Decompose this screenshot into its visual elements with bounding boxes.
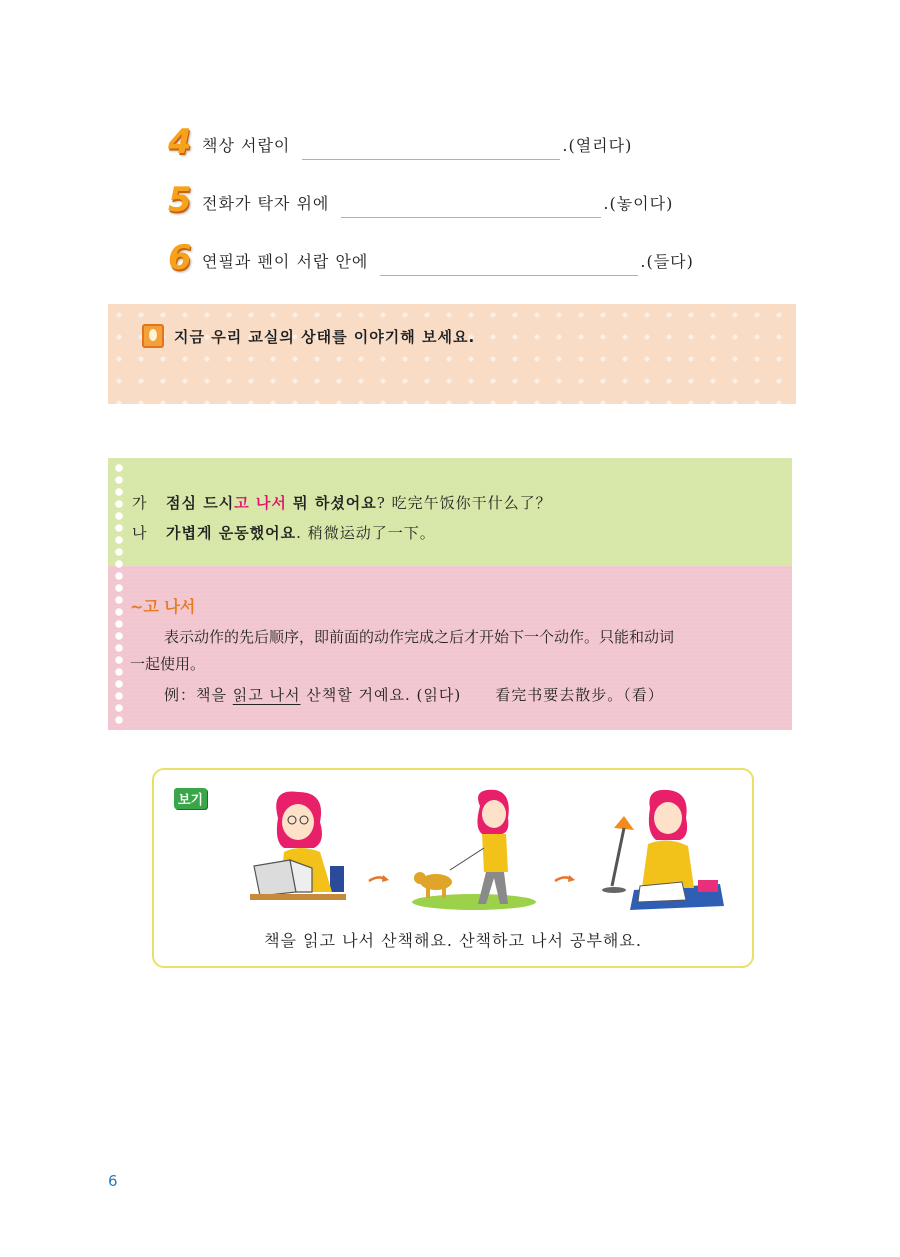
reading-illustration bbox=[250, 788, 350, 913]
dialogue-korean: 점심 드시 bbox=[166, 494, 235, 512]
grammar-example bbox=[164, 684, 664, 705]
example-label: 보기 bbox=[174, 788, 207, 809]
exercise-hint: .(열리다) bbox=[562, 136, 633, 155]
dialogue-line-2 bbox=[132, 522, 436, 543]
exercise-6 bbox=[168, 236, 694, 276]
grammar-note bbox=[108, 458, 792, 730]
exercise-number: 4 bbox=[168, 122, 192, 162]
speaker: 나 bbox=[132, 524, 148, 542]
answer-blank[interactable] bbox=[302, 137, 560, 160]
exercise-question: 연필과 펜이 서랍 안에 bbox=[202, 252, 369, 271]
arrow-icon bbox=[368, 874, 390, 884]
dialogue-line-1 bbox=[132, 492, 552, 513]
dialogue-korean: 가볍게 운동했어요 bbox=[166, 524, 297, 542]
grammar-title: ~고 나서 bbox=[130, 597, 196, 616]
example-rest: 산책할 거예요. (읽다) bbox=[300, 686, 462, 704]
speaking-instruction: 지금 우리 교실의 상태를 이야기해 보세요. bbox=[174, 328, 476, 346]
example-prefix: 例：책을 bbox=[164, 686, 233, 704]
dialogue-section bbox=[108, 458, 792, 566]
example-chinese: 看完书要去散步。（看） bbox=[495, 686, 664, 704]
dialogue-punct: . bbox=[296, 524, 302, 542]
dialogue-chinese: 吃完午饭你干什么了？ bbox=[391, 494, 552, 512]
exercise-number: 6 bbox=[168, 238, 192, 278]
answer-blank[interactable] bbox=[380, 253, 638, 276]
page-number: 6 bbox=[108, 1172, 118, 1190]
grammar-line-1: 表示动作的先后顺序，即前面的动作完成之后才开始下一个动作。只能和动词 bbox=[164, 628, 675, 646]
arrow-icon bbox=[554, 874, 576, 884]
grammar-explanation bbox=[130, 624, 770, 678]
answer-blank[interactable] bbox=[341, 195, 601, 218]
exercise-question: 책상 서랍이 bbox=[202, 136, 291, 155]
example-box bbox=[152, 768, 754, 968]
studying-illustration bbox=[594, 788, 724, 913]
dialogue-chinese: 稍微运动了一下。 bbox=[307, 524, 436, 542]
walking-dog-illustration bbox=[408, 788, 538, 913]
grammar-highlight: 고 나서 bbox=[234, 494, 287, 512]
exercise-number: 5 bbox=[168, 180, 192, 220]
exercise-4 bbox=[168, 120, 632, 160]
example-caption: 책을 읽고 나서 산책해요. 산책하고 나서 공부해요. bbox=[264, 931, 642, 950]
speaking-activity-banner bbox=[108, 304, 796, 404]
exercise-hint: .(들다) bbox=[640, 252, 694, 271]
exercise-question: 전화가 탁자 위에 bbox=[202, 194, 330, 213]
notebook-holes bbox=[114, 462, 124, 726]
speaking-icon bbox=[142, 324, 164, 348]
example-underline: 읽고 나서 bbox=[232, 686, 301, 704]
exercise-5 bbox=[168, 178, 673, 218]
grammar-line-2: 一起使用。 bbox=[130, 655, 206, 673]
exercise-hint: .(놓이다) bbox=[603, 194, 674, 213]
dialogue-punct: ? bbox=[376, 494, 386, 512]
dialogue-korean-rest: 뭐 하셨어요 bbox=[286, 494, 377, 512]
speaker: 가 bbox=[132, 494, 148, 512]
